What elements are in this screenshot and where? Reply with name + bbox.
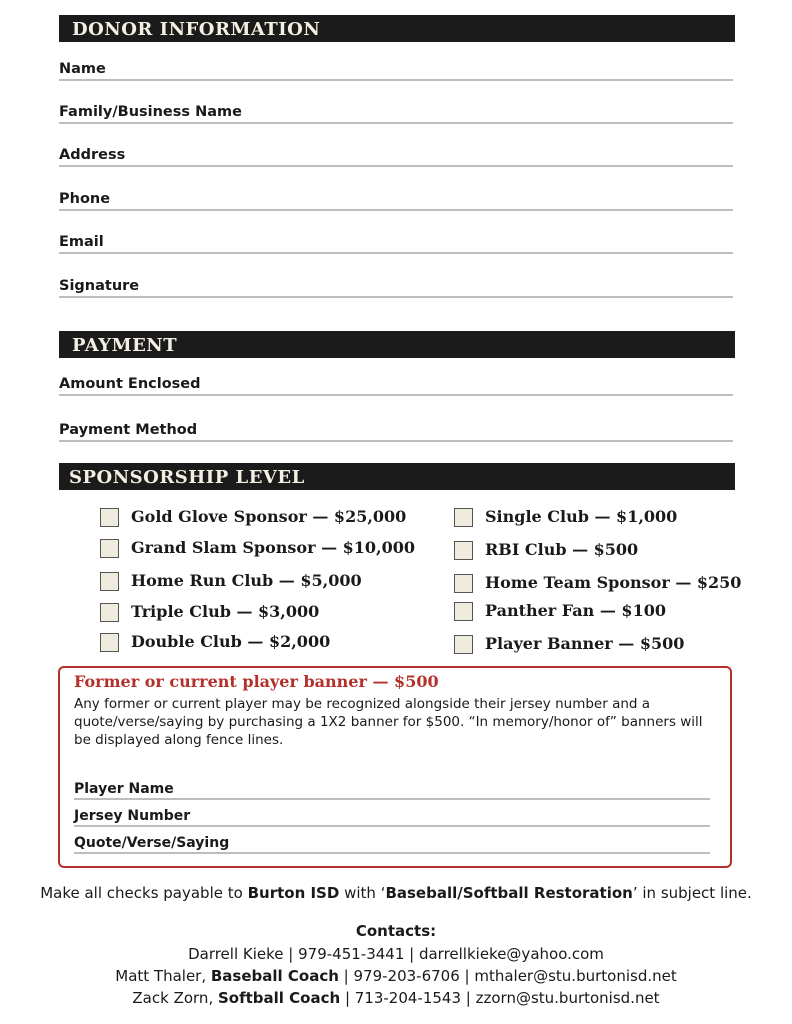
family-business-name-label: Family/Business Name <box>59 104 242 120</box>
contact-role: Softball Coach <box>217 989 341 1007</box>
player-banner-panel <box>58 666 732 868</box>
checkbox[interactable] <box>454 541 473 560</box>
option-label: Gold Glove Sponsor — $25,000 <box>131 507 407 526</box>
amount-enclosed-label: Amount Enclosed <box>59 376 201 392</box>
player-name-label: Player Name <box>74 781 174 797</box>
checkbox[interactable] <box>100 572 119 591</box>
option-label: Home Run Club — $5,000 <box>131 571 362 590</box>
checks-subject: Baseball/Softball Restoration <box>385 884 633 902</box>
banner-description: Any former or current player may be recognized alongside their jersey number and a quote/verse/saying by purchasing a 1X2 banner for $500. “In memory/honor of” banners will be displayed along fence lines. <box>74 696 703 748</box>
checkbox[interactable] <box>454 508 473 527</box>
option-label: Home Team Sponsor — $250 <box>485 573 742 592</box>
contact-name: Zack Zorn, <box>132 989 218 1007</box>
payment-method-field[interactable] <box>59 418 733 442</box>
donor-section-header <box>59 15 735 42</box>
payment-section-header <box>59 331 735 358</box>
option-label: Triple Club — $3,000 <box>131 602 320 621</box>
checkbox[interactable] <box>454 574 473 593</box>
checks-suffix: ’ in subject line. <box>632 884 752 902</box>
sponsorship-section-header <box>59 463 735 490</box>
payment-heading: PAYMENT <box>72 335 178 356</box>
family-business-name-field[interactable] <box>59 100 733 124</box>
player-name-field[interactable] <box>74 778 710 800</box>
contact-role: Baseball Coach <box>210 967 339 985</box>
phone-field[interactable] <box>59 187 733 211</box>
contact-line <box>0 967 792 985</box>
checks-prefix: Make all checks payable to <box>40 884 248 902</box>
checkbox[interactable] <box>100 603 119 622</box>
contact-name: Darrell Kieke <box>188 945 284 963</box>
amount-enclosed-field[interactable] <box>59 372 733 396</box>
address-field[interactable] <box>59 143 733 167</box>
address-label: Address <box>59 147 126 163</box>
payment-method-label: Payment Method <box>59 422 198 438</box>
checks-payable-note <box>0 884 792 902</box>
checkbox[interactable] <box>100 508 119 527</box>
quote-label: Quote/Verse/Saying <box>74 835 230 851</box>
checks-payee: Burton ISD <box>247 884 340 902</box>
contact-line <box>0 989 792 1007</box>
jersey-number-label: Jersey Number <box>74 808 191 824</box>
contacts-heading: Contacts: <box>355 922 437 940</box>
contact-details: | 713-204-1543 | zzorn@stu.burtonisd.net <box>340 989 660 1007</box>
option-label: Player Banner — $500 <box>485 634 685 653</box>
checkbox[interactable] <box>100 633 119 652</box>
sponsorship-heading: SPONSORSHIP LEVEL <box>69 467 305 488</box>
option-label: Single Club — $1,000 <box>485 507 678 526</box>
contact-name: Matt Thaler, <box>115 967 211 985</box>
option-label: RBI Club — $500 <box>485 540 639 559</box>
contact-line <box>0 945 792 963</box>
checkbox[interactable] <box>100 539 119 558</box>
signature-label: Signature <box>59 278 140 294</box>
jersey-number-field[interactable] <box>74 805 710 827</box>
checkbox[interactable] <box>454 635 473 654</box>
checks-middle: with ‘ <box>339 884 386 902</box>
banner-title: Former or current player banner — $500 <box>74 672 439 691</box>
quote-verse-saying-field[interactable] <box>74 832 710 854</box>
email-field[interactable] <box>59 230 733 254</box>
donor-heading: DONOR INFORMATION <box>72 19 321 40</box>
option-label: Panther Fan — $100 <box>485 601 666 620</box>
option-label: Double Club — $2,000 <box>131 632 331 651</box>
name-field[interactable] <box>59 57 733 81</box>
checkbox[interactable] <box>454 602 473 621</box>
contact-details: | 979-451-3441 | darrellkieke@yahoo.com <box>283 945 604 963</box>
email-label: Email <box>59 234 104 250</box>
option-label: Grand Slam Sponsor — $10,000 <box>131 538 416 557</box>
signature-field[interactable] <box>59 274 733 298</box>
phone-label: Phone <box>59 191 111 207</box>
name-label: Name <box>59 61 106 77</box>
contact-details: | 979-203-6706 | mthaler@stu.burtonisd.net <box>338 967 677 985</box>
